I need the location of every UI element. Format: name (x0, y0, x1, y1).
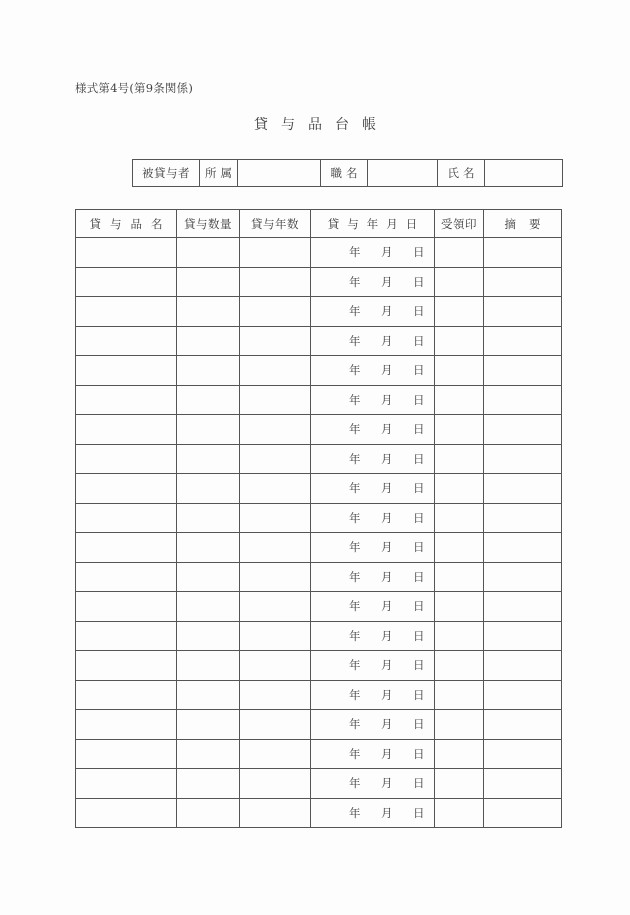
cell-remarks[interactable] (484, 297, 562, 327)
cell-remarks[interactable] (484, 474, 562, 504)
header-remarks: 摘要 (484, 210, 562, 238)
date-marks (311, 657, 434, 673)
date-mark-year: 年 (349, 746, 361, 761)
date-marks (311, 303, 434, 319)
cell-remarks[interactable] (484, 651, 562, 681)
cell-remarks[interactable] (484, 356, 562, 386)
date-mark-month: 月 (381, 392, 393, 407)
date-marks (311, 362, 434, 378)
recipient-label: 被貸与者 (133, 160, 200, 187)
table-row (76, 356, 562, 386)
cell-item-name[interactable] (76, 798, 177, 828)
job-title-field[interactable] (368, 160, 438, 187)
page-title: 貸与品台帳 (254, 117, 389, 133)
cell-remarks[interactable] (484, 444, 562, 474)
cell-quantity[interactable] (177, 769, 240, 799)
date-mark-year: 年 (349, 510, 361, 525)
date-marks (311, 480, 434, 496)
table-row (76, 474, 562, 504)
cell-item-name[interactable] (76, 385, 177, 415)
cell-remarks[interactable] (484, 621, 562, 651)
date-marks (311, 510, 434, 526)
table-row (76, 444, 562, 474)
cell-quantity[interactable] (177, 415, 240, 445)
cell-remarks[interactable] (484, 267, 562, 297)
cell-years[interactable] (240, 651, 311, 681)
cell-receipt-seal[interactable] (435, 739, 484, 769)
cell-item-name[interactable] (76, 503, 177, 533)
cell-remarks[interactable] (484, 739, 562, 769)
header-lending-date: 貸与年月日 (311, 210, 435, 238)
cell-item-name[interactable] (76, 710, 177, 740)
cell-item-name[interactable] (76, 769, 177, 799)
date-marks (311, 274, 434, 290)
cell-quantity[interactable] (177, 592, 240, 622)
date-mark-day: 日 (413, 628, 425, 643)
cell-receipt-seal[interactable] (435, 621, 484, 651)
cell-years[interactable] (240, 385, 311, 415)
cell-item-name[interactable] (76, 326, 177, 356)
cell-quantity[interactable] (177, 533, 240, 563)
date-mark-day: 日 (413, 776, 425, 791)
date-mark-month: 月 (381, 599, 393, 614)
cell-remarks[interactable] (484, 562, 562, 592)
date-mark-year: 年 (349, 451, 361, 466)
date-mark-year: 年 (349, 776, 361, 791)
cell-receipt-seal[interactable] (435, 356, 484, 386)
date-mark-day: 日 (413, 687, 425, 702)
cell-receipt-seal[interactable] (435, 444, 484, 474)
cell-item-name[interactable] (76, 651, 177, 681)
table-row (76, 533, 562, 563)
cell-lending-date[interactable] (311, 739, 435, 769)
date-mark-day: 日 (413, 245, 425, 260)
table-row (76, 415, 562, 445)
cell-remarks[interactable] (484, 385, 562, 415)
cell-lending-date[interactable] (311, 267, 435, 297)
cell-lending-date[interactable] (311, 297, 435, 327)
table-row (76, 769, 562, 799)
cell-years[interactable] (240, 415, 311, 445)
cell-lending-date[interactable] (311, 562, 435, 592)
recipient-info-table (132, 159, 563, 187)
cell-lending-date[interactable] (311, 769, 435, 799)
date-mark-month: 月 (381, 422, 393, 437)
cell-lending-date[interactable] (311, 798, 435, 828)
ledger-body (76, 238, 562, 828)
date-mark-year: 年 (349, 392, 361, 407)
recipient-info-row (133, 160, 563, 187)
cell-receipt-seal[interactable] (435, 385, 484, 415)
cell-lending-date[interactable] (311, 385, 435, 415)
date-mark-month: 月 (381, 245, 393, 260)
cell-remarks[interactable] (484, 415, 562, 445)
cell-remarks[interactable] (484, 680, 562, 710)
date-marks (311, 244, 434, 260)
cell-lending-date[interactable] (311, 621, 435, 651)
table-row (76, 562, 562, 592)
cell-receipt-seal[interactable] (435, 474, 484, 504)
ledger-header-row (76, 210, 562, 238)
cell-remarks[interactable] (484, 769, 562, 799)
table-row (76, 592, 562, 622)
cell-lending-date[interactable] (311, 356, 435, 386)
cell-remarks[interactable] (484, 503, 562, 533)
cell-years[interactable] (240, 592, 311, 622)
date-mark-month: 月 (381, 540, 393, 555)
date-mark-year: 年 (349, 687, 361, 702)
cell-years[interactable] (240, 267, 311, 297)
cell-lending-date[interactable] (311, 326, 435, 356)
date-marks (311, 746, 434, 762)
date-marks (311, 598, 434, 614)
cell-lending-date[interactable] (311, 533, 435, 563)
date-mark-month: 月 (381, 687, 393, 702)
name-field[interactable] (485, 160, 563, 187)
cell-remarks[interactable] (484, 326, 562, 356)
table-row (76, 503, 562, 533)
cell-receipt-seal[interactable] (435, 562, 484, 592)
date-mark-day: 日 (413, 274, 425, 289)
cell-lending-date[interactable] (311, 651, 435, 681)
cell-lending-date[interactable] (311, 503, 435, 533)
cell-receipt-seal[interactable] (435, 297, 484, 327)
date-mark-year: 年 (349, 658, 361, 673)
cell-quantity[interactable] (177, 739, 240, 769)
table-row (76, 680, 562, 710)
job-title-label: 職名 (321, 160, 368, 187)
date-mark-year: 年 (349, 628, 361, 643)
table-row (76, 798, 562, 828)
date-mark-day: 日 (413, 392, 425, 407)
date-mark-month: 月 (381, 510, 393, 525)
table-row (76, 326, 562, 356)
date-mark-month: 月 (381, 481, 393, 496)
cell-years[interactable] (240, 710, 311, 740)
header-item-name: 貸与品名 (76, 210, 177, 238)
date-mark-day: 日 (413, 363, 425, 378)
cell-receipt-seal[interactable] (435, 267, 484, 297)
cell-remarks[interactable] (484, 238, 562, 268)
date-mark-year: 年 (349, 304, 361, 319)
cell-quantity[interactable] (177, 356, 240, 386)
cell-quantity[interactable] (177, 267, 240, 297)
date-mark-day: 日 (413, 510, 425, 525)
date-mark-day: 日 (413, 746, 425, 761)
cell-receipt-seal[interactable] (435, 238, 484, 268)
table-row (76, 739, 562, 769)
cell-receipt-seal[interactable] (435, 798, 484, 828)
date-mark-year: 年 (349, 569, 361, 584)
table-row (76, 385, 562, 415)
cell-quantity[interactable] (177, 474, 240, 504)
cell-years[interactable] (240, 238, 311, 268)
date-mark-year: 年 (349, 481, 361, 496)
cell-lending-date[interactable] (311, 415, 435, 445)
cell-years[interactable] (240, 297, 311, 327)
date-marks (311, 392, 434, 408)
cell-item-name[interactable] (76, 267, 177, 297)
table-row (76, 651, 562, 681)
date-mark-month: 月 (381, 451, 393, 466)
cell-lending-date[interactable] (311, 710, 435, 740)
date-mark-day: 日 (413, 717, 425, 732)
cell-years[interactable] (240, 798, 311, 828)
cell-item-name[interactable] (76, 739, 177, 769)
date-marks (311, 569, 434, 585)
date-mark-day: 日 (413, 422, 425, 437)
cell-years[interactable] (240, 769, 311, 799)
date-mark-month: 月 (381, 569, 393, 584)
date-mark-day: 日 (413, 569, 425, 584)
cell-years[interactable] (240, 503, 311, 533)
date-mark-day: 日 (413, 658, 425, 673)
date-mark-month: 月 (381, 776, 393, 791)
cell-lending-date[interactable] (311, 680, 435, 710)
cell-years[interactable] (240, 356, 311, 386)
date-mark-month: 月 (381, 658, 393, 673)
department-label: 所属 (200, 160, 238, 187)
header-years: 貸与年数 (240, 210, 311, 238)
cell-receipt-seal[interactable] (435, 710, 484, 740)
cell-years[interactable] (240, 474, 311, 504)
date-mark-day: 日 (413, 481, 425, 496)
date-mark-year: 年 (349, 422, 361, 437)
cell-remarks[interactable] (484, 592, 562, 622)
cell-years[interactable] (240, 562, 311, 592)
date-marks (311, 628, 434, 644)
cell-quantity[interactable] (177, 798, 240, 828)
table-row (76, 297, 562, 327)
cell-receipt-seal[interactable] (435, 415, 484, 445)
table-row (76, 621, 562, 651)
date-mark-day: 日 (413, 599, 425, 614)
cell-lending-date[interactable] (311, 444, 435, 474)
table-row (76, 710, 562, 740)
cell-receipt-seal[interactable] (435, 533, 484, 563)
department-field[interactable] (238, 160, 321, 187)
cell-item-name[interactable] (76, 474, 177, 504)
date-marks (311, 775, 434, 791)
date-mark-day: 日 (413, 540, 425, 555)
cell-receipt-seal[interactable] (435, 503, 484, 533)
name-label: 氏名 (438, 160, 485, 187)
date-mark-month: 月 (381, 717, 393, 732)
cell-years[interactable] (240, 444, 311, 474)
cell-quantity[interactable] (177, 562, 240, 592)
cell-item-name[interactable] (76, 562, 177, 592)
cell-quantity[interactable] (177, 385, 240, 415)
date-mark-month: 月 (381, 274, 393, 289)
cell-lending-date[interactable] (311, 592, 435, 622)
date-mark-day: 日 (413, 304, 425, 319)
date-marks (311, 805, 434, 821)
date-mark-month: 月 (381, 628, 393, 643)
cell-quantity[interactable] (177, 444, 240, 474)
cell-years[interactable] (240, 326, 311, 356)
date-mark-year: 年 (349, 540, 361, 555)
cell-quantity[interactable] (177, 297, 240, 327)
date-mark-month: 月 (381, 746, 393, 761)
date-mark-day: 日 (413, 451, 425, 466)
date-marks (311, 539, 434, 555)
date-mark-day: 日 (413, 333, 425, 348)
cell-item-name[interactable] (76, 444, 177, 474)
cell-item-name[interactable] (76, 415, 177, 445)
table-row (76, 238, 562, 268)
cell-remarks[interactable] (484, 533, 562, 563)
cell-years[interactable] (240, 680, 311, 710)
date-mark-year: 年 (349, 363, 361, 378)
date-mark-month: 月 (381, 363, 393, 378)
date-mark-year: 年 (349, 245, 361, 260)
cell-years[interactable] (240, 621, 311, 651)
date-mark-year: 年 (349, 333, 361, 348)
header-quantity: 貸与数量 (177, 210, 240, 238)
cell-quantity[interactable] (177, 680, 240, 710)
lending-ledger-table (75, 209, 562, 828)
cell-remarks[interactable] (484, 710, 562, 740)
date-mark-year: 年 (349, 717, 361, 732)
date-mark-year: 年 (349, 599, 361, 614)
date-mark-month: 月 (381, 333, 393, 348)
date-mark-month: 月 (381, 304, 393, 319)
header-receipt-seal: 受領印 (435, 210, 484, 238)
cell-receipt-seal[interactable] (435, 769, 484, 799)
cell-lending-date[interactable] (311, 474, 435, 504)
date-mark-year: 年 (349, 805, 361, 820)
cell-item-name[interactable] (76, 356, 177, 386)
cell-item-name[interactable] (76, 621, 177, 651)
date-mark-year: 年 (349, 274, 361, 289)
cell-quantity[interactable] (177, 503, 240, 533)
cell-item-name[interactable] (76, 533, 177, 563)
form-number-label: 様式第4号(第9条関係) (75, 81, 194, 95)
cell-quantity[interactable] (177, 651, 240, 681)
cell-quantity[interactable] (177, 326, 240, 356)
cell-quantity[interactable] (177, 238, 240, 268)
cell-lending-date[interactable] (311, 238, 435, 268)
cell-receipt-seal[interactable] (435, 326, 484, 356)
date-mark-month: 月 (381, 805, 393, 820)
cell-receipt-seal[interactable] (435, 592, 484, 622)
cell-remarks[interactable] (484, 798, 562, 828)
date-marks (311, 451, 434, 467)
cell-item-name[interactable] (76, 592, 177, 622)
cell-years[interactable] (240, 739, 311, 769)
cell-item-name[interactable] (76, 680, 177, 710)
cell-item-name[interactable] (76, 297, 177, 327)
cell-receipt-seal[interactable] (435, 651, 484, 681)
table-row (76, 267, 562, 297)
cell-years[interactable] (240, 533, 311, 563)
date-mark-day: 日 (413, 805, 425, 820)
date-marks (311, 421, 434, 437)
cell-receipt-seal[interactable] (435, 680, 484, 710)
cell-item-name[interactable] (76, 238, 177, 268)
date-marks (311, 333, 434, 349)
date-marks (311, 716, 434, 732)
date-marks (311, 687, 434, 703)
cell-quantity[interactable] (177, 710, 240, 740)
cell-quantity[interactable] (177, 621, 240, 651)
